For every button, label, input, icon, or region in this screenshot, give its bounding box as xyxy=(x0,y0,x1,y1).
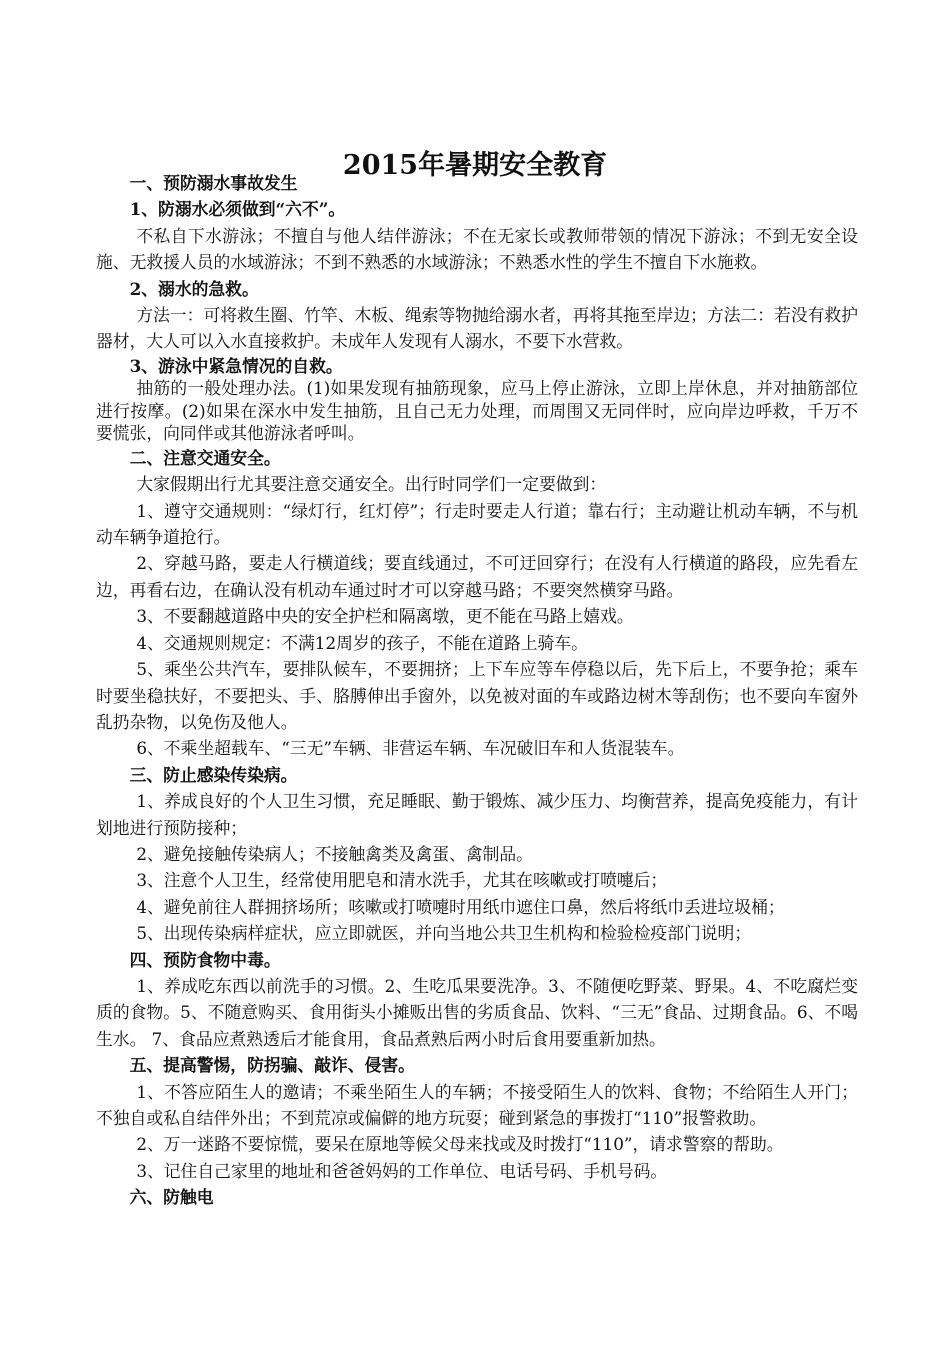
section-heading: 1、防溺水必须做到“六不”。 xyxy=(129,199,346,220)
body-paragraph: 3、注意个人卫生，经常使用肥皂和清水洗手，尤其在咳嗽或打喷嚏后； xyxy=(136,870,668,891)
section-heading: 一、预防溺水事故发生 xyxy=(129,173,298,193)
document-title: 2015年暑期安全教育 xyxy=(342,150,608,182)
section-heading: 六、防触电 xyxy=(129,1187,214,1208)
body-paragraph: 1、不答应陌生人的邀请；不乘坐陌生人的车辆；不接受陌生人的饮料、食物；不给陌生人开门；不独自或私自结伴外出；不到荒凉或偏僻的地方玩耍；碰到紧急的事拨打“110”报警救助。 xyxy=(96,1081,858,1128)
body-paragraph: 抽筋的一般处理办法。(1)如果发现有抽筋现象，应马上停止游泳，立即上岸休息，并对抽筋部位进行按摩。(2)如果在深水中发生抽筋，且自己无力处理，而周围又无同伴时，应向岸边呼救，千万不要慌张，向同伴或其他游泳者呼叫。 xyxy=(96,378,858,444)
body-paragraph: 2、穿越马路，要走人行横道线；要直线通过，不可迂回穿行；在没有人行横道的路段，应先看左边，再看右边，在确认没有机动车通过时才可以穿越马路；不要突然横穿马路。 xyxy=(96,553,858,600)
section-heading: 3、游泳中紧急情况的自救。 xyxy=(129,355,343,376)
section-heading: 二、注意交通安全。 xyxy=(129,447,281,468)
document-body xyxy=(96,170,858,1211)
section-heading: 五、提高警惕，防拐骗、敲诈、侵害。 xyxy=(129,1055,415,1076)
body-paragraph: 5、出现传染病样症状，应立即就医，并向当地公共卫生机构和检验检疫部门说明； xyxy=(136,923,752,944)
body-paragraph: 1、养成良好的个人卫生习惯，充足睡眠、勤于锻炼、减少压力、均衡营养，提高免疫能力，有计划地进行预防接种； xyxy=(96,791,858,838)
body-paragraph: 6、不乘坐超载车、“三无”车辆、非营运车辆、车况破旧车和人货混装车。 xyxy=(136,738,685,759)
section-heading: 三、防止感染传染病。 xyxy=(129,764,298,785)
body-paragraph: 4、避免前往人群拥挤场所；咳嗽或打喷嚏时用纸巾遮住口鼻，然后将纸巾丢进垃圾桶； xyxy=(136,896,785,917)
section-heading: 四、预防食物中毒。 xyxy=(129,949,281,970)
body-paragraph: 大家假期出行尤其要注意交通安全。出行时同学们一定要做到： xyxy=(136,474,607,495)
body-paragraph: 2、万一迷路不要惊慌，要呆在原地等候父母来找或及时拨打“110”，请求警察的帮助。 xyxy=(136,1134,784,1155)
body-paragraph: 不私自下水游泳；不擅自与他人结伴游泳；不在无家长或教师带领的情况下游泳；不到无安全设施、无救援人员的水域游泳；不到不熟悉的水域游泳；不熟悉水性的学生不擅自下水施救。 xyxy=(96,225,858,273)
body-paragraph: 1、遵守交通规则：“绿灯行，红灯停”；行走时要走人行道；靠右行；主动避让机动车辆，不与机动车辆争道抢行。 xyxy=(96,500,858,548)
body-paragraph: 5、乘坐公共汽车，要排队候车，不要拥挤；上下车应等车停稳以后，先下后上，不要争抢；乘车时要坐稳扶好，不要把头、手、胳膊伸出手窗外，以免被对面的车或路边树木等刮伤；也不要向车窗外乱扔杂物，以免伤及他人。 xyxy=(96,659,858,732)
body-paragraph: 1、养成吃东西以前洗手的习惯。2、生吃瓜果要洗净。3、不随便吃野菜、野果。4、不吃腐烂变质的食物。5、不随意购买、食用街头小摊贩出售的劣质食品、饮料、“三无”食品、过期食品。6、不喝生水。 7、食品应煮熟透后才能食用，食品煮熟后两小时后食用要重新加热。 xyxy=(96,975,858,1049)
body-paragraph: 2、避免接触传染病人；不接触禽类及禽蛋、禽制品。 xyxy=(136,843,533,864)
body-paragraph: 3、不要翻越道路中央的安全护栏和隔离墩，更不能在马路上嬉戏。 xyxy=(136,606,634,627)
body-paragraph: 4、交通规则规定：不满12周岁的孩子，不能在道路上骑车。 xyxy=(136,632,588,653)
section-heading: 2、溺水的急救。 xyxy=(129,278,259,299)
body-paragraph: 3、记住自己家里的地址和爸爸妈妈的工作单位、电话号码、手机号码。 xyxy=(136,1160,668,1181)
body-paragraph: 方法一：可将救生圈、竹竿、木板、绳索等物抛给溺水者，再将其拖至岸边；方法二：若没有救护器材，大人可以入水直接救护。未成年人发现有人溺水，不要下水营救。 xyxy=(96,305,858,352)
